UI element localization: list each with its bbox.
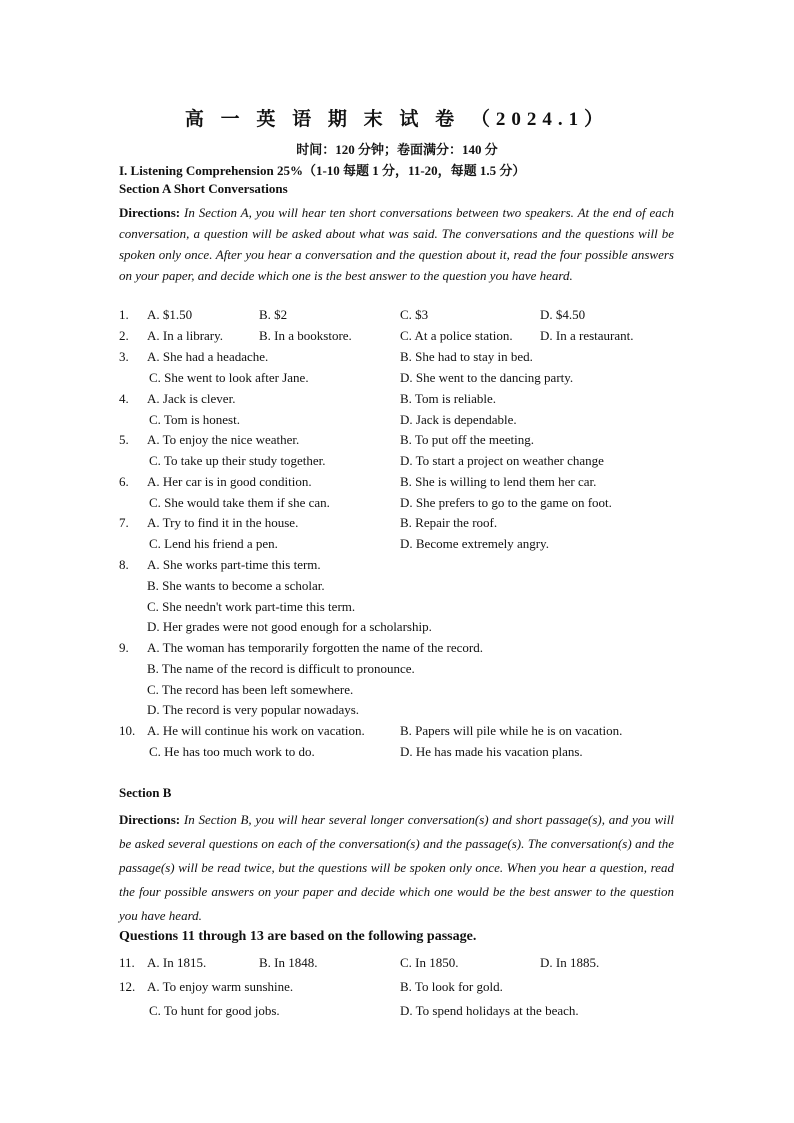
directions-text: In Section A, you will hear ten short conversations between two speakers. At the end of each conversation, a question will be asked about what was said. The conversations and the questions will be spoken only once. After you hear a conversation and the question about it, read the four possible answers on your paper, and decide which one is the best answer to the question you have heard. xyxy=(119,205,674,283)
option-d: D. In 1885. xyxy=(540,955,600,970)
option-d: D. To start a project on weather change xyxy=(400,453,604,468)
option-b: B. She wants to become a scholar. xyxy=(147,578,325,593)
option-c: C. She went to look after Jane. xyxy=(149,370,309,385)
section-a-directions xyxy=(119,202,674,286)
directions-label: Directions: xyxy=(119,812,181,827)
question-5 xyxy=(0,429,794,468)
question-group-heading: Questions 11 through 13 are based on the following passage. xyxy=(119,929,477,944)
option-c: C. To take up their study together. xyxy=(149,453,326,468)
option-b: B. To look for gold. xyxy=(400,979,503,994)
option-c: C. She would take them if she can. xyxy=(149,495,330,510)
question-6 xyxy=(0,471,794,510)
question-7 xyxy=(0,512,794,551)
option-b: B. Papers will pile while he is on vacation. xyxy=(400,723,623,738)
option-a: A. She had a headache. xyxy=(147,349,269,364)
option-d: D. Her grades were not good enough for a scholarship. xyxy=(147,619,432,634)
question-number: 2. xyxy=(119,328,129,343)
option-d: D. She prefers to go to the game on foot. xyxy=(400,495,612,510)
part1-heading: I. Listening Comprehension 25%（1-10 每题 1 分，11-20，每题 1.5 分） xyxy=(119,163,526,178)
section-b-directions xyxy=(119,808,674,928)
option-c: C. To hunt for good jobs. xyxy=(149,1003,280,1018)
option-a: A. To enjoy the nice weather. xyxy=(147,432,300,447)
option-c: C. Lend his friend a pen. xyxy=(149,536,278,551)
exam-time-info: 时间：120 分钟；卷面满分：140 分 xyxy=(296,142,498,157)
question-3 xyxy=(0,346,794,385)
question-number: 10. xyxy=(119,723,136,738)
question-10 xyxy=(0,720,794,759)
option-c: C. $3 xyxy=(400,307,429,322)
option-c: C. At a police station. xyxy=(400,328,513,343)
question-number: 1. xyxy=(119,307,129,322)
option-a: A. Jack is clever. xyxy=(147,391,236,406)
question-9 xyxy=(0,637,794,717)
option-b: B. In a bookstore. xyxy=(259,328,352,343)
option-a: A. The woman has temporarily forgotten the name of the record. xyxy=(147,640,483,655)
question-number: 3. xyxy=(119,349,129,364)
option-b: B. $2 xyxy=(259,307,288,322)
option-c: C. Tom is honest. xyxy=(149,412,240,427)
question-number: 8. xyxy=(119,557,129,572)
page-title: 高 一 英 语 期 末 试 卷 （2024.1） xyxy=(184,109,610,130)
question-number: 9. xyxy=(119,640,129,655)
option-b: B. Tom is reliable. xyxy=(400,391,496,406)
question-8 xyxy=(0,554,794,634)
option-a: A. To enjoy warm sunshine. xyxy=(147,979,294,994)
question-number: 12. xyxy=(119,979,136,994)
directions-text: In Section B, you will hear several longer conversation(s) and short passage(s), and you will be asked several questions on each of the conversation(s) and the passage(s). The conversation(s) and the passage(s) will be read twice, but the questions will be spoken only once. When you hear a question, read the four possible answers on your paper and decide which one would be the best answer to the question you have heard. xyxy=(119,812,674,923)
question-2 xyxy=(0,325,794,346)
option-d: D. In a restaurant. xyxy=(540,328,634,343)
option-a: A. She works part-time this term. xyxy=(147,557,321,572)
question-number: 5. xyxy=(119,432,129,447)
option-d: D. $4.50 xyxy=(540,307,586,322)
option-c: C. He has too much work to do. xyxy=(149,744,315,759)
option-d: D. The record is very popular nowadays. xyxy=(147,702,360,717)
option-a: A. In a library. xyxy=(147,328,224,343)
option-b: B. She had to stay in bed. xyxy=(400,349,533,364)
option-a: A. $1.50 xyxy=(147,307,193,322)
option-c: C. She needn't work part-time this term. xyxy=(147,599,356,614)
question-12 xyxy=(0,976,794,1022)
option-c: C. The record has been left somewhere. xyxy=(147,682,354,697)
question-number: 11. xyxy=(119,955,135,970)
question-number: 7. xyxy=(119,515,129,530)
option-d: D. She went to the dancing party. xyxy=(400,370,574,385)
option-b: B. To put off the meeting. xyxy=(400,432,535,447)
directions-label: Directions: xyxy=(119,205,181,220)
option-a: A. In 1815. xyxy=(147,955,207,970)
option-a: A. Her car is in good condition. xyxy=(147,474,312,489)
option-d: D. Become extremely angry. xyxy=(400,536,549,551)
section-b-heading: Section B xyxy=(119,785,172,800)
section-a-heading: Section A Short Conversations xyxy=(119,181,288,196)
option-d: D. Jack is dependable. xyxy=(400,412,517,427)
question-number: 4. xyxy=(119,391,129,406)
option-a: A. He will continue his work on vacation. xyxy=(147,723,365,738)
option-b: B. The name of the record is difficult to pronounce. xyxy=(147,661,415,676)
option-b: B. She is willing to lend them her car. xyxy=(400,474,597,489)
question-4 xyxy=(0,388,794,427)
option-b: B. Repair the roof. xyxy=(400,515,498,530)
question-11 xyxy=(0,952,794,973)
option-d: D. To spend holidays at the beach. xyxy=(400,1003,579,1018)
option-d: D. He has made his vacation plans. xyxy=(400,744,583,759)
option-c: C. In 1850. xyxy=(400,955,459,970)
question-1 xyxy=(0,304,794,325)
question-number: 6. xyxy=(119,474,129,489)
option-b: B. In 1848. xyxy=(259,955,318,970)
option-a: A. Try to find it in the house. xyxy=(147,515,299,530)
